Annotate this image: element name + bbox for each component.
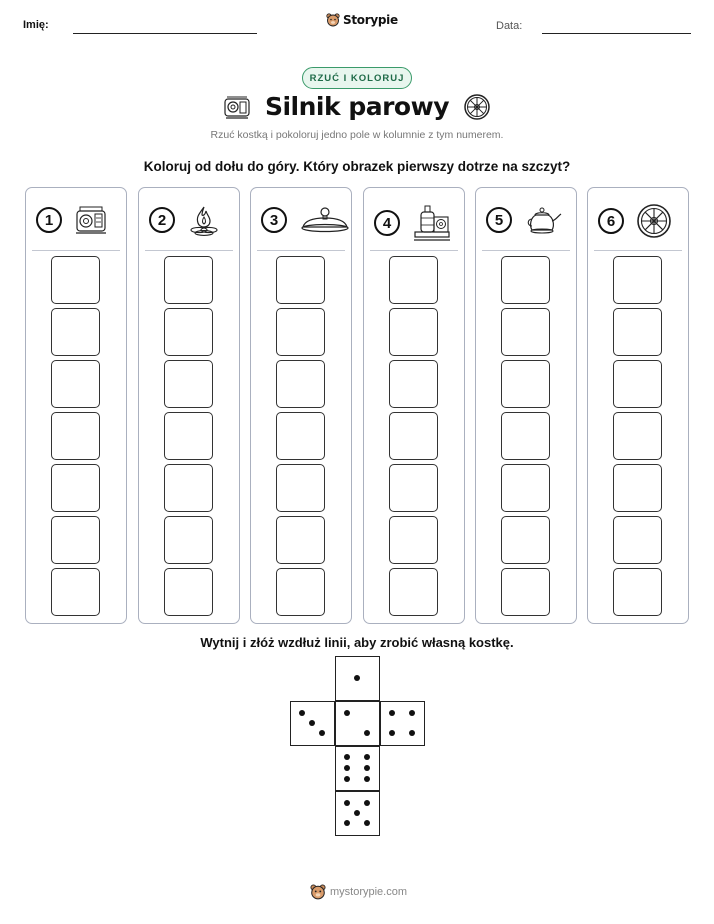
- dice-pip: [364, 776, 370, 782]
- dice-pip: [389, 710, 395, 716]
- color-cell[interactable]: [276, 412, 325, 460]
- color-cell[interactable]: [389, 360, 438, 408]
- column-4: [363, 187, 465, 624]
- color-cell[interactable]: [164, 516, 213, 564]
- column-number: 4: [374, 210, 400, 236]
- footer-url[interactable]: mystorypie.com: [330, 886, 408, 898]
- column-6: [587, 187, 689, 624]
- color-cell[interactable]: [51, 412, 100, 460]
- color-cell[interactable]: [164, 308, 213, 356]
- name-line[interactable]: [73, 33, 257, 34]
- column-number: 3: [261, 207, 287, 233]
- color-cell[interactable]: [389, 308, 438, 356]
- color-cell[interactable]: [164, 568, 213, 616]
- color-cell[interactable]: [389, 464, 438, 512]
- color-cell[interactable]: [389, 256, 438, 304]
- color-cell[interactable]: [164, 464, 213, 512]
- bear-icon: [326, 13, 340, 27]
- engine-block-icon: [223, 94, 251, 120]
- dice-face-2: [335, 701, 380, 746]
- color-cell[interactable]: [501, 412, 550, 460]
- dice-face-4: [380, 701, 425, 746]
- page-title: Silnik parowy: [264, 92, 449, 121]
- activity-badge: RZUĆ I KOLORUJ: [302, 67, 412, 89]
- color-cell[interactable]: [613, 568, 662, 616]
- dice-pip: [344, 754, 350, 760]
- dice-pip: [364, 754, 370, 760]
- color-cell[interactable]: [613, 360, 662, 408]
- pot-lid-icon: [299, 203, 351, 237]
- steam-engine-icon: [412, 203, 452, 243]
- color-cell[interactable]: [276, 464, 325, 512]
- dice-face-5: [335, 791, 380, 836]
- column-divider: [482, 250, 570, 251]
- footer: [310, 884, 407, 900]
- dice-face-6: [335, 746, 380, 791]
- dice-pip: [309, 720, 315, 726]
- dice-pip: [344, 710, 350, 716]
- column-divider: [32, 250, 120, 251]
- brand-logo: [326, 13, 398, 27]
- dice-pip: [344, 800, 350, 806]
- dice-pip: [344, 765, 350, 771]
- color-cell[interactable]: [501, 516, 550, 564]
- color-cell[interactable]: [389, 516, 438, 564]
- color-cell[interactable]: [501, 568, 550, 616]
- wheel-icon: [636, 203, 672, 239]
- date-label: Data:: [496, 20, 523, 32]
- color-cell[interactable]: [501, 464, 550, 512]
- color-cell[interactable]: [501, 360, 550, 408]
- dice-pip: [354, 810, 360, 816]
- color-cell[interactable]: [51, 568, 100, 616]
- column-number: 6: [598, 208, 624, 234]
- dice-pip: [364, 765, 370, 771]
- color-cell[interactable]: [389, 412, 438, 460]
- dice-face-1: [335, 656, 380, 701]
- dice-pip: [319, 730, 325, 736]
- color-cell[interactable]: [276, 256, 325, 304]
- color-cell[interactable]: [501, 308, 550, 356]
- subtitle: Rzuć kostką i pokoloruj jedno pole w kolumnie z tym numerem.: [210, 129, 504, 141]
- column-divider: [257, 250, 345, 251]
- column-divider: [594, 250, 682, 251]
- engine-block-icon: [74, 203, 108, 237]
- column-1: [25, 187, 127, 624]
- color-cell[interactable]: [613, 464, 662, 512]
- dice-pip: [409, 730, 415, 736]
- brand-name: Storypie: [343, 13, 398, 27]
- color-cell[interactable]: [276, 360, 325, 408]
- dice-pip: [409, 710, 415, 716]
- dice-pip: [364, 730, 370, 736]
- dice-pip: [344, 776, 350, 782]
- column-divider: [145, 250, 233, 251]
- color-cell[interactable]: [613, 308, 662, 356]
- dice-pip: [344, 820, 350, 826]
- color-cell[interactable]: [51, 360, 100, 408]
- title-row: [0, 92, 714, 121]
- color-cell[interactable]: [51, 256, 100, 304]
- color-cell[interactable]: [613, 516, 662, 564]
- name-label: Imię:: [23, 19, 49, 31]
- color-cell[interactable]: [51, 464, 100, 512]
- column-number: 1: [36, 207, 62, 233]
- color-cell[interactable]: [389, 568, 438, 616]
- column-number: 2: [149, 207, 175, 233]
- dice-face-3: [290, 701, 335, 746]
- column-2: [138, 187, 240, 624]
- color-cell[interactable]: [501, 256, 550, 304]
- dice-pip: [299, 710, 305, 716]
- column-divider: [370, 250, 458, 251]
- color-cell[interactable]: [276, 308, 325, 356]
- color-cell[interactable]: [276, 568, 325, 616]
- wheel-icon: [463, 93, 491, 121]
- cut-instruction: Wytnij i złóż wzdłuż linii, aby zrobić własną kostkę.: [200, 635, 514, 650]
- bear-icon: [310, 884, 326, 900]
- color-cell[interactable]: [613, 256, 662, 304]
- color-cell[interactable]: [164, 412, 213, 460]
- date-line[interactable]: [542, 33, 691, 34]
- dice-pip: [389, 730, 395, 736]
- dice-pip: [364, 820, 370, 826]
- column-number: 5: [486, 207, 512, 233]
- column-5: [475, 187, 577, 624]
- dice-pip: [354, 675, 360, 681]
- campfire-icon: [187, 203, 221, 237]
- color-cell[interactable]: [164, 360, 213, 408]
- dice-pip: [364, 800, 370, 806]
- instruction: Koloruj od dołu do góry. Który obrazek pierwszy dotrze na szczyt?: [143, 159, 571, 174]
- kettle-icon: [524, 203, 564, 237]
- color-cell[interactable]: [51, 516, 100, 564]
- color-cell[interactable]: [613, 412, 662, 460]
- color-cell[interactable]: [51, 308, 100, 356]
- color-cell[interactable]: [276, 516, 325, 564]
- column-3: [250, 187, 352, 624]
- color-cell[interactable]: [164, 256, 213, 304]
